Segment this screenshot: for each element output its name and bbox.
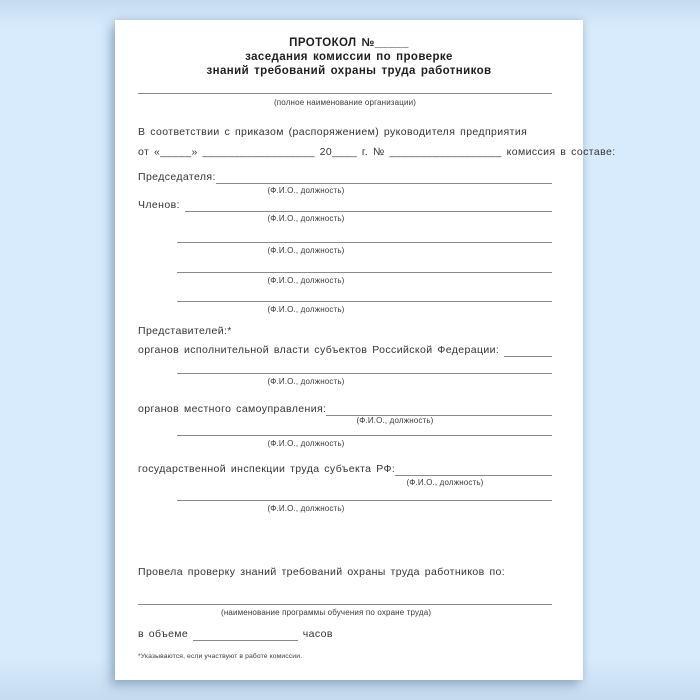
organization-name-line [138,93,552,94]
document-page [115,20,616,680]
rep-municipal-fill-line [326,403,552,416]
representatives-heading: Представителей:* [138,325,232,337]
rep-municipal-label: органов местного самоуправления: [138,403,327,415]
member-fio-caption-2: (Ф.И.О., должность) [267,246,345,255]
member-fio-caption-4: (Ф.И.О., должность) [267,305,345,314]
member-fill-line-4 [177,301,552,302]
rep-authority-fio-caption: (Ф.И.О., должность) [267,377,345,386]
program-name-line [138,604,552,605]
rep-municipal-fio-caption: (Ф.И.О., должность) [356,416,434,425]
members-row [138,199,552,212]
member-fill-line-3 [177,272,552,273]
protocol-title [115,36,583,78]
rep-inspection-fio-caption: (Ф.И.О., должность) [406,478,484,487]
intro-paragraph-line-2: от «_____» __________________ 20____ г. № __________________ комиссия в составе: [138,146,616,158]
volume-prefix-label: в объеме [138,628,193,640]
volume-fill-line [193,628,298,641]
members-fill-line [185,199,552,212]
volume-row [138,628,333,641]
rep-authority-row [138,344,552,357]
rep-inspection-fio-caption-2: (Ф.И.О., должность) [267,504,345,513]
chairman-label: Председателя: [138,171,216,183]
conducted-statement: Провела проверку знаний требований охраны труда работников по: [138,566,506,578]
rep-municipal-name-line [177,435,552,436]
program-name-caption: (наименование программы обучения по охране труда) [221,608,432,617]
rep-municipal-fio-caption-2: (Ф.И.О., должность) [267,439,345,448]
members-label: Членов: [138,199,185,211]
rep-authority-fill-line [504,344,552,357]
organization-name-caption: (полное наименование организации) [273,98,417,107]
chairman-fio-caption: (Ф.И.О., должность) [267,186,345,195]
rep-authority-name-line [177,373,552,374]
rep-authority-label: органов исполнительной власти субъектов Российской Федерации: [138,344,505,356]
rep-inspection-fill-line [395,463,552,476]
rep-inspection-name-line [177,500,552,501]
footnote: *Указываются, если участвуют в работе комиссии. [138,653,303,660]
member-fio-caption-3: (Ф.И.О., должность) [267,276,345,285]
intro-paragraph-line-1: В соответствии с приказом (распоряжением) руководителя предприятия [138,126,528,138]
rep-inspection-row [138,463,552,476]
protocol-title-line-2: заседания комиссии по проверке [245,51,453,63]
protocol-title-line-3: знаний требований охраны труда работников [206,65,492,77]
protocol-title-line-1: ПРОТОКОЛ №_____ [289,37,409,49]
member-fill-line-2 [177,242,552,243]
chairman-row [138,171,552,184]
volume-suffix-label: часов [297,628,333,640]
rep-inspection-label: государственной инспекции труда субъекта РФ: [138,463,396,475]
chairman-fill-line [216,171,552,184]
members-fio-caption: (Ф.И.О., должность) [267,214,345,223]
rep-municipal-row [138,403,552,416]
